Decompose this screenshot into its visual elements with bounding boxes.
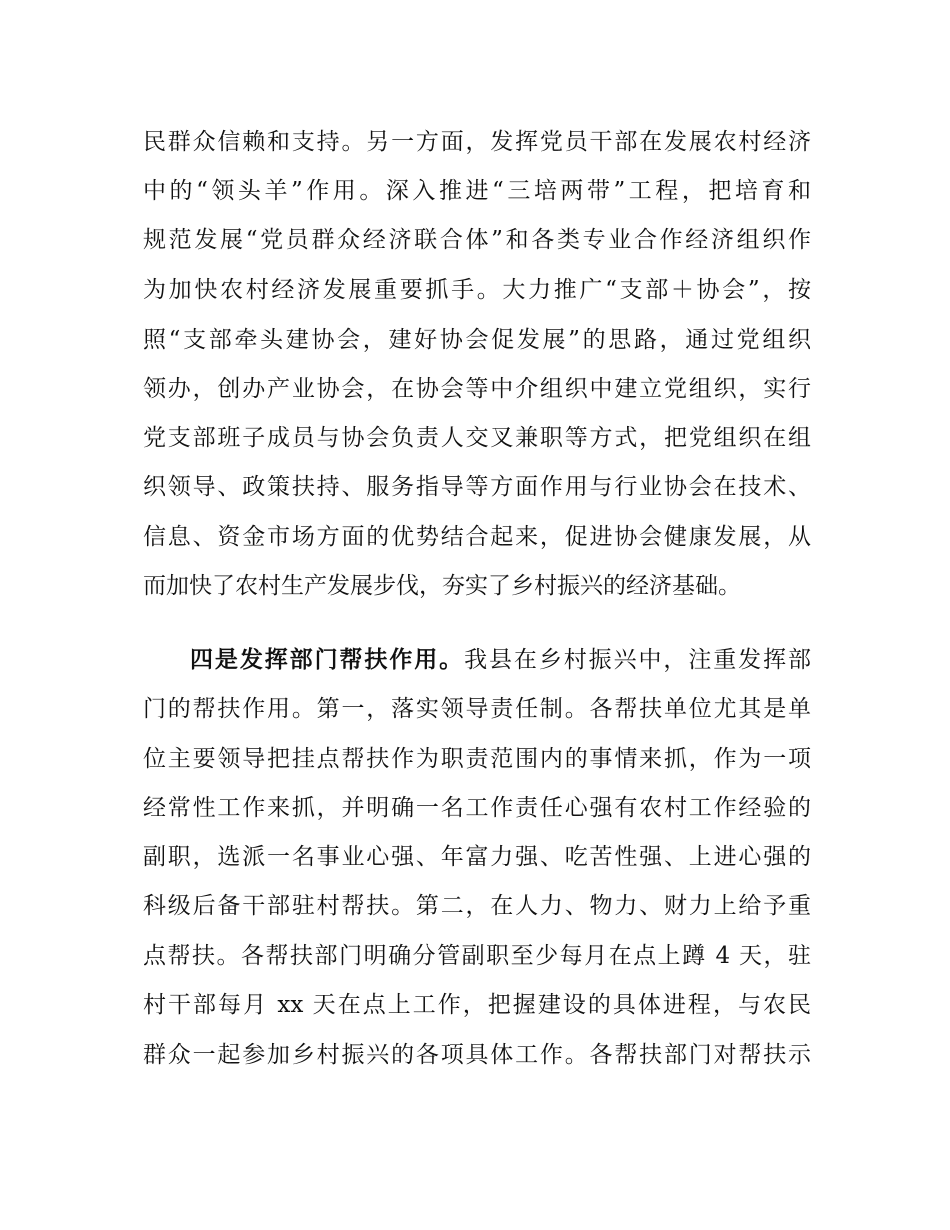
paragraph-line: 中的“领头羊”作用。深入推进“三培两带”工程，把培育和 — [143, 178, 811, 204]
paragraph-line: 领办，创办产业协会，在协会等中介组织中建立党组织，实行 — [143, 376, 811, 402]
paragraph-line: 群众一起参加乡村振兴的各项具体工作。各帮扶部门对帮扶示 — [143, 1042, 811, 1068]
paragraph-text: 我县在乡村振兴中，注重发挥部 — [464, 647, 812, 673]
paragraph-line: 门的帮扶作用。第一，落实领导责任制。各帮扶单位尤其是单 — [143, 696, 811, 722]
paragraph-line: 为加快农村经济发展重要抓手。大力推广“支部＋协会”，按 — [143, 277, 811, 303]
paragraph-line: 副职，选派一名事业心强、年富力强、吃苦性强、上进心强的 — [143, 844, 811, 870]
paragraph-line: 而加快了农村生产发展步伐，夯实了乡村振兴的经济基础。 — [143, 573, 741, 599]
paragraph-line: 民群众信赖和支持。另一方面，发挥党员干部在发展农村经济 — [143, 129, 811, 155]
paragraph-line: 党支部班子成员与协会负责人交叉兼职等方式，把党组织在组 — [143, 425, 811, 451]
paragraph-line: 科级后备干部驻村帮扶。第二，在人力、物力、财力上给予重 — [143, 893, 811, 919]
paragraph-line: 信息、资金市场方面的优势结合起来，促进协会健康发展，从 — [143, 524, 811, 550]
paragraph-line: 织领导、政策扶持、服务指导等方面作用与行业协会在技术、 — [143, 474, 811, 500]
paragraph-first-line — [190, 642, 811, 678]
paragraph-line: 位主要领导把挂点帮扶作为职责范围内的事情来抓，作为一项 — [143, 746, 811, 772]
section-heading: 四是发挥部门帮扶作用。 — [190, 647, 465, 673]
paragraph-line: 点帮扶。各帮扶部门明确分管副职至少每月在点上蹲 4 天，驻 — [143, 943, 811, 969]
paragraph-line: 照“支部牵头建协会，建好协会促发展”的思路，通过党组织 — [143, 327, 811, 353]
paragraph-line: 经常性工作来抓，并明确一名工作责任心强有农村工作经验的 — [143, 795, 811, 821]
paragraph-line: 规范发展“党员群众经济联合体”和各类专业合作经济组织作 — [143, 227, 811, 253]
paragraph-line: 村干部每月 xx 天在点上工作，把握建设的具体进程，与农民 — [143, 992, 811, 1018]
